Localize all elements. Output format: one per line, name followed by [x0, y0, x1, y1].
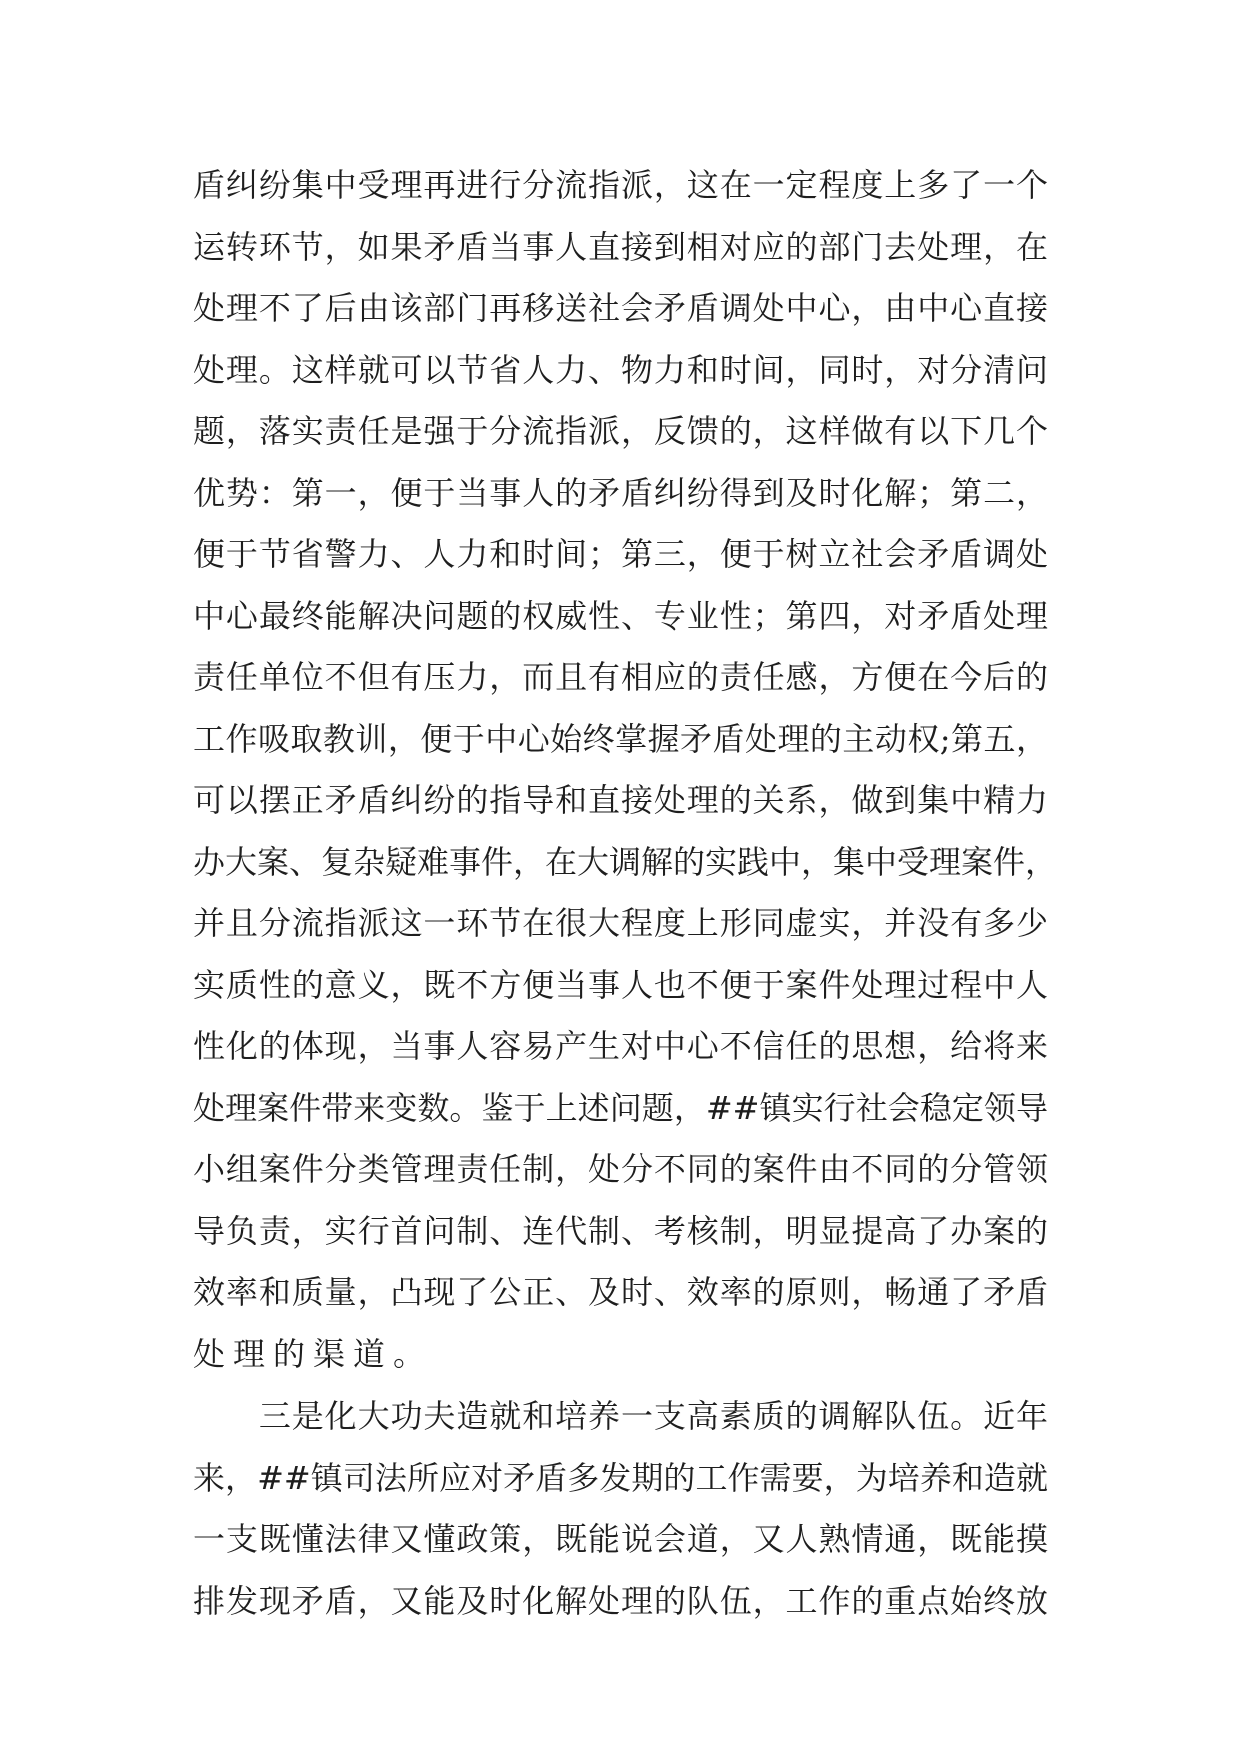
text-line: 处理案件带来变数。鉴于上述问题，##镇实行社会稳定领导	[193, 1088, 1048, 1127]
text-line: 中心最终能解决问题的权威性、专业性；第四，对矛盾处理	[193, 596, 1048, 635]
text-line: 导负责，实行首问制、连代制、考核制，明显提高了办案的	[193, 1211, 1048, 1250]
text-line: 优势：第一，便于当事人的矛盾纠纷得到及时化解；第二，	[193, 473, 1048, 512]
text-line: 便于节省警力、人力和时间；第三，便于树立社会矛盾调处	[193, 535, 1048, 573]
text-line: 小组案件分类管理责任制，处分不同的案件由不同的分管领	[193, 1150, 1048, 1188]
text-line: 排发现矛盾，又能及时化解处理的队伍，工作的重点始终放	[193, 1581, 1048, 1620]
text-line: 办大案、复杂疑难事件，在大调解的实践中，集中受理案件，	[193, 842, 1058, 881]
document-body-text	[193, 155, 1058, 1632]
text-line: 一支既懂法律又懂政策，既能说会道，又人熟情通，既能摸	[193, 1520, 1048, 1558]
text-line: 处理。这样就可以节省人力、物力和时间，同时，对分清问	[193, 350, 1048, 389]
text-line: 盾纠纷集中受理再进行分流指派，这在一定程度上多了一个	[193, 166, 1048, 204]
text-line: 效率和质量，凸现了公正、及时、效率的原则，畅通了矛盾	[193, 1273, 1048, 1311]
text-line: 实质性的意义，既不方便当事人也不便于案件处理过程中人	[193, 965, 1048, 1004]
text-line: 性化的体现，当事人容易产生对中心不信任的思想，给将来	[193, 1027, 1048, 1065]
text-line: 运转环节，如果矛盾当事人直接到相对应的部门去处理，在	[193, 227, 1048, 266]
text-line: 责任单位不但有压力，而且有相应的责任感，方便在今后的	[193, 658, 1048, 696]
text-line: 工作吸取教训，便于中心始终掌握矛盾处理的主动权;第五，	[193, 719, 1048, 758]
text-line: 并且分流指派这一环节在很大程度上形同虚实，并没有多少	[193, 904, 1048, 942]
text-line: 处理不了后由该部门再移送社会矛盾调处中心，由中心直接	[193, 289, 1048, 327]
text-line: 来，##镇司法所应对矛盾多发期的工作需要，为培养和造就	[193, 1458, 1048, 1497]
paragraph-start-line: 三是化大功夫造就和培养一支高素质的调解队伍。近年	[193, 1397, 1048, 1435]
paragraph-end-line: 处理的渠道。	[193, 1334, 434, 1373]
text-line: 题，落实责任是强于分流指派，反馈的，这样做有以下几个	[193, 412, 1048, 450]
text-line: 可以摆正矛盾纠纷的指导和直接处理的关系，做到集中精力	[193, 781, 1048, 819]
